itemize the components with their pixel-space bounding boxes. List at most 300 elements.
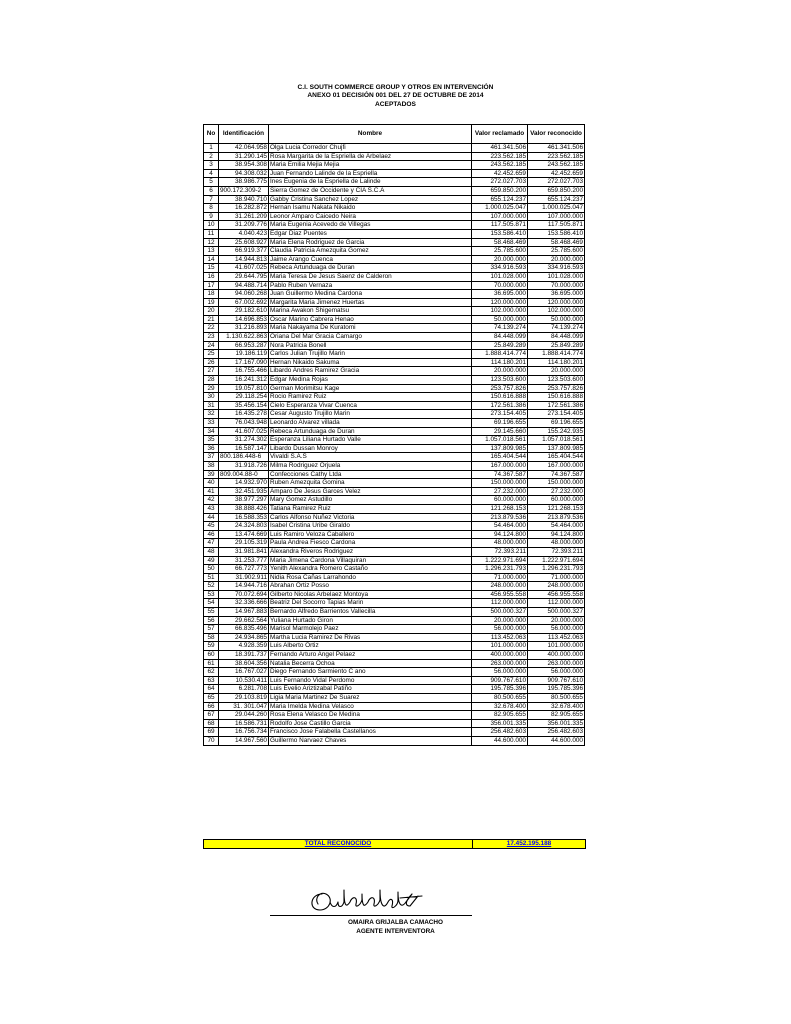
- header-annex: ANEXO 01 DECISIÓN 001 DEL 27 DE OCTUBRE DE 2014: [307, 92, 484, 100]
- table-row: [204, 247, 585, 256]
- row-value-claimed: 25.849.289: [472, 341, 528, 350]
- header-status: ACEPTADOS: [375, 100, 416, 108]
- row-value-recognized: 213.879.536: [528, 513, 585, 522]
- row-value-claimed: 48.000.000: [472, 539, 528, 548]
- row-value-claimed: 80.500.655: [472, 694, 528, 703]
- row-value-claimed: 1.057.018.561: [472, 436, 528, 445]
- row-value-recognized: 102.000.000: [528, 307, 585, 316]
- row-identification: 16.767.027: [219, 668, 269, 677]
- row-value-recognized: 1.296.231.793: [528, 565, 585, 574]
- row-value-recognized: 74.139.274: [528, 324, 585, 333]
- row-value-claimed: 1.888.414.774: [472, 350, 528, 359]
- row-value-claimed: 25.785.600: [472, 247, 528, 256]
- row-value-claimed: 1.000.025.047: [472, 204, 528, 213]
- row-no: 23: [204, 333, 219, 342]
- row-no: 59: [204, 642, 219, 651]
- col-header-name: Nombre: [269, 125, 472, 144]
- table-row: [204, 427, 585, 436]
- row-name: German Morimitsu Kage: [269, 384, 472, 393]
- table-row: [204, 178, 585, 187]
- row-name: Rodolfo Jose Castillo Garcia: [269, 719, 472, 728]
- row-value-claimed: 253.757.826: [472, 384, 528, 393]
- row-name: Cesar Augusto Trujillo Marin: [269, 410, 472, 419]
- table-row: [204, 711, 585, 720]
- row-name: Mary Gomez Astudillo: [269, 496, 472, 505]
- row-value-claimed: 101.000.000: [472, 642, 528, 651]
- table-row: [204, 307, 585, 316]
- row-identification: 24.934.865: [219, 633, 269, 642]
- row-identification: 14.944.813: [219, 255, 269, 264]
- row-value-claimed: 223.562.185: [472, 152, 528, 161]
- row-value-recognized: 150.000.000: [528, 479, 585, 488]
- row-identification: 31.209.776: [219, 221, 269, 230]
- row-no: 6: [204, 186, 219, 195]
- row-value-recognized: 256.482.603: [528, 728, 585, 737]
- row-value-recognized: 223.562.185: [528, 152, 585, 161]
- row-name: Beatriz Del Socorro Tapias Marin: [269, 599, 472, 608]
- row-identification: 70.072.694: [219, 590, 269, 599]
- row-name: Isabel Cristina Uribe Giraldo: [269, 522, 472, 531]
- row-value-claimed: 167.000.000: [472, 461, 528, 470]
- row-identification: 14.696.853: [219, 315, 269, 324]
- table-row: [204, 376, 585, 385]
- row-value-claimed: 195.785.396: [472, 685, 528, 694]
- table-row: [204, 350, 585, 359]
- signatory-title: AGENTE INTERVENTORA: [356, 928, 435, 935]
- row-name: Nidia Rosa Cañas Larrahondo: [269, 573, 472, 582]
- row-identification: 29.662.564: [219, 616, 269, 625]
- row-value-recognized: 165.404.544: [528, 453, 585, 462]
- row-value-claimed: 172.561.386: [472, 401, 528, 410]
- row-name: Maria Jimena Cardona Villaquiran: [269, 556, 472, 565]
- row-no: 37: [204, 453, 219, 462]
- table-row: [204, 281, 585, 290]
- row-value-claimed: 82.905.655: [472, 711, 528, 720]
- row-identification: 35.456.154: [219, 401, 269, 410]
- row-no: 61: [204, 659, 219, 668]
- row-name: Natalia Becerra Ochoa: [269, 659, 472, 668]
- table-row: [204, 419, 585, 428]
- row-no: 55: [204, 608, 219, 617]
- table-row: [204, 298, 585, 307]
- row-no: 16: [204, 272, 219, 281]
- row-identification: 900.172.309-2: [219, 186, 269, 195]
- row-no: 52: [204, 582, 219, 591]
- row-value-claimed: 84.448.099: [472, 333, 528, 342]
- row-value-recognized: 56.000.000: [528, 668, 585, 677]
- row-no: 56: [204, 616, 219, 625]
- row-name: Olga Lucia Corredor Chujfi: [269, 144, 472, 153]
- row-no: 13: [204, 247, 219, 256]
- row-name: Luis Alberto Ortiz: [269, 642, 472, 651]
- row-name: Paula Andrea Fiesco Cardona: [269, 539, 472, 548]
- row-no: 1: [204, 144, 219, 153]
- row-value-claimed: 56.000.000: [472, 668, 528, 677]
- total-value: 17.452.195.188: [506, 840, 552, 847]
- row-name: Edgar Diaz Puentes: [269, 229, 472, 238]
- row-no: 41: [204, 487, 219, 496]
- row-name: Oriana Del Mar Gracia Camargo: [269, 333, 472, 342]
- row-name: Tatiana Ramirez Ruiz: [269, 504, 472, 513]
- row-value-recognized: 167.000.000: [528, 461, 585, 470]
- row-name: Edgar Medina Rojas: [269, 376, 472, 385]
- row-value-claimed: 114.180.201: [472, 358, 528, 367]
- row-no: 8: [204, 204, 219, 213]
- row-no: 63: [204, 676, 219, 685]
- row-no: 57: [204, 625, 219, 634]
- table-row: [204, 186, 585, 195]
- row-no: 17: [204, 281, 219, 290]
- row-identification: 41.607.025: [219, 264, 269, 273]
- row-value-claimed: 29.145.660: [472, 427, 528, 436]
- row-name: Francisco Jose Falabella Castellanos: [269, 728, 472, 737]
- row-value-claimed: 137.809.985: [472, 444, 528, 453]
- row-value-claimed: 1.222.971.694: [472, 556, 528, 565]
- row-value-recognized: 80.500.655: [528, 694, 585, 703]
- row-identification: 66.953.287: [219, 341, 269, 350]
- row-no: 60: [204, 651, 219, 660]
- row-value-claimed: 909.767.610: [472, 676, 528, 685]
- row-value-recognized: 82.905.655: [528, 711, 585, 720]
- row-no: 19: [204, 298, 219, 307]
- table-row: [204, 547, 585, 556]
- row-no: 2: [204, 152, 219, 161]
- row-value-claimed: 71.000.000: [472, 573, 528, 582]
- row-name: Guillermo Narvaez Chaves: [269, 736, 472, 745]
- col-header-id: Identificación: [219, 125, 269, 144]
- row-value-recognized: 400.000.000: [528, 651, 585, 660]
- row-value-claimed: 456.955.558: [472, 590, 528, 599]
- row-value-recognized: 153.586.410: [528, 229, 585, 238]
- table-row: [204, 453, 585, 462]
- row-value-recognized: 101.000.000: [528, 642, 585, 651]
- total-label: TOTAL RECONOCIDO: [204, 840, 473, 848]
- row-value-claimed: 272.027.703: [472, 178, 528, 187]
- row-no: 67: [204, 711, 219, 720]
- table-header-row: [204, 125, 585, 144]
- table-row: [204, 539, 585, 548]
- row-name: Rebeca Artunduaga de Duran: [269, 427, 472, 436]
- row-name: Rosa Margarita de la Espriella de Arbelaez: [269, 152, 472, 161]
- row-name: Luis Ramiro Veloza Caballero: [269, 530, 472, 539]
- table-row: [204, 470, 585, 479]
- row-value-claimed: 263.000.000: [472, 659, 528, 668]
- row-value-recognized: 1.057.018.561: [528, 436, 585, 445]
- table-row: [204, 255, 585, 264]
- table-row: [204, 685, 585, 694]
- row-name: Leonardo Alvarez villada: [269, 419, 472, 428]
- row-value-claimed: 461.341.506: [472, 144, 528, 153]
- row-value-recognized: 94.124.800: [528, 530, 585, 539]
- table-row: [204, 556, 585, 565]
- table-row: [204, 444, 585, 453]
- row-identification: 16.282.872: [219, 204, 269, 213]
- row-name: Rocio Ramirez Ruiz: [269, 393, 472, 402]
- row-no: 25: [204, 350, 219, 359]
- row-value-recognized: 117.505.871: [528, 221, 585, 230]
- row-identification: 94.488.714: [219, 281, 269, 290]
- row-no: 47: [204, 539, 219, 548]
- row-name: Martha Lucia Ramirez De Rivas: [269, 633, 472, 642]
- row-name: Pablo Ruben Vernaza: [269, 281, 472, 290]
- row-no: 45: [204, 522, 219, 531]
- col-header-claimed: Valor reclamado: [472, 125, 528, 144]
- row-value-recognized: 112.000.000: [528, 599, 585, 608]
- row-value-claimed: 107.000.000: [472, 212, 528, 221]
- row-identification: 31.918.726: [219, 461, 269, 470]
- table-row: [204, 410, 585, 419]
- row-name: Maria Eugenia Acevedo de Villegas: [269, 221, 472, 230]
- table-row: [204, 642, 585, 651]
- row-no: 10: [204, 221, 219, 230]
- row-name: Leonor Amparo Caicedo Neira: [269, 212, 472, 221]
- row-value-claimed: 120.000.000: [472, 298, 528, 307]
- table-row: [204, 590, 585, 599]
- row-value-recognized: 655.124.237: [528, 195, 585, 204]
- table-row: [204, 676, 585, 685]
- row-value-recognized: 195.785.396: [528, 685, 585, 694]
- row-value-claimed: 72.393.211: [472, 547, 528, 556]
- row-identification: 31.290.145: [219, 152, 269, 161]
- row-value-recognized: 101.028.000: [528, 272, 585, 281]
- row-value-recognized: 56.000.000: [528, 625, 585, 634]
- row-name: Oscar Marino Cabrera Henao: [269, 315, 472, 324]
- row-value-recognized: 909.767.610: [528, 676, 585, 685]
- row-identification: 38.888.426: [219, 504, 269, 513]
- row-identification: 16.587.147: [219, 444, 269, 453]
- row-no: 29: [204, 384, 219, 393]
- row-value-recognized: 70.000.000: [528, 281, 585, 290]
- row-identification: 29.105.319: [219, 539, 269, 548]
- row-value-recognized: 42.452.659: [528, 169, 585, 178]
- row-no: 7: [204, 195, 219, 204]
- table-body: [204, 144, 585, 746]
- row-identification: 800.186.448-6: [219, 453, 269, 462]
- row-identification: 31.902.911: [219, 573, 269, 582]
- row-name: Abrahan Ortiz Posso: [269, 582, 472, 591]
- row-name: Marina Awakon Shigematsu: [269, 307, 472, 316]
- row-identification: 14.967.560: [219, 736, 269, 745]
- row-identification: 10.530.411: [219, 676, 269, 685]
- row-identification: 31. 301.047: [219, 702, 269, 711]
- row-name: Libardo Andres Ramirez Gracia: [269, 367, 472, 376]
- row-name: Bernardo Alfredo Barrientos Vallecilla: [269, 608, 472, 617]
- row-value-claimed: 101.028.000: [472, 272, 528, 281]
- row-value-recognized: 32.678.400: [528, 702, 585, 711]
- row-identification: 67.002.692: [219, 298, 269, 307]
- row-value-claimed: 36.695.000: [472, 290, 528, 299]
- signatory-name: OMAIRA GRIJALBA CAMACHO: [347, 919, 444, 926]
- row-value-claimed: 356.001.335: [472, 719, 528, 728]
- row-no: 65: [204, 694, 219, 703]
- row-identification: 25.608.927: [219, 238, 269, 247]
- row-identification: 94.060.268: [219, 290, 269, 299]
- header-company: C.I. SOUTH COMMERCE GROUP Y OTROS EN INTERVENCIÓN: [297, 84, 494, 91]
- row-value-recognized: 461.341.506: [528, 144, 585, 153]
- row-no: 66: [204, 702, 219, 711]
- row-value-recognized: 25.785.600: [528, 247, 585, 256]
- table-row: [204, 573, 585, 582]
- row-no: 62: [204, 668, 219, 677]
- row-value-recognized: 253.757.826: [528, 384, 585, 393]
- row-name: Maria Nakayama De Kuratomi: [269, 324, 472, 333]
- row-name: Margarita Maria Jimenez Huertas: [269, 298, 472, 307]
- table-row: [204, 608, 585, 617]
- row-no: 31: [204, 401, 219, 410]
- row-no: 9: [204, 212, 219, 221]
- row-value-claimed: 20.000.000: [472, 367, 528, 376]
- row-value-claimed: 273.154.405: [472, 410, 528, 419]
- row-value-claimed: 44.600.000: [472, 736, 528, 745]
- row-no: 51: [204, 573, 219, 582]
- row-value-recognized: 273.154.405: [528, 410, 585, 419]
- row-value-recognized: 50.000.000: [528, 315, 585, 324]
- table-row: [204, 513, 585, 522]
- table-row: [204, 144, 585, 153]
- row-name: Ruben Amezquita Gomina: [269, 479, 472, 488]
- row-identification: 14.932.970: [219, 479, 269, 488]
- row-identification: 29.103.819: [219, 694, 269, 703]
- table-row: [204, 401, 585, 410]
- row-no: 33: [204, 419, 219, 428]
- row-value-recognized: 74.367.587: [528, 470, 585, 479]
- row-name: Maria Imelda Medina Velasco: [269, 702, 472, 711]
- row-value-recognized: 155.242.935: [528, 427, 585, 436]
- row-value-recognized: 356.001.335: [528, 719, 585, 728]
- row-name: Vivaldi S.A.S: [269, 453, 472, 462]
- row-value-recognized: 27.232.000: [528, 487, 585, 496]
- row-value-recognized: 1.000.025.047: [528, 204, 585, 213]
- row-value-claimed: 27.232.000: [472, 487, 528, 496]
- row-value-claimed: 32.678.400: [472, 702, 528, 711]
- table-row: [204, 702, 585, 711]
- row-value-recognized: 72.393.211: [528, 547, 585, 556]
- row-value-recognized: 60.000.000: [528, 496, 585, 505]
- row-value-claimed: 1.296.231.793: [472, 565, 528, 574]
- row-identification: 31.274.302: [219, 436, 269, 445]
- row-identification: 16.588.353: [219, 513, 269, 522]
- row-identification: 38.940.710: [219, 195, 269, 204]
- table-row: [204, 384, 585, 393]
- table-row: [204, 195, 585, 204]
- row-name: Libardo Dussan Monroy: [269, 444, 472, 453]
- row-value-recognized: 58.468.469: [528, 238, 585, 247]
- row-value-recognized: 84.448.099: [528, 333, 585, 342]
- row-value-claimed: 117.505.871: [472, 221, 528, 230]
- table-row: [204, 616, 585, 625]
- col-header-no: No: [204, 125, 219, 144]
- table-row: [204, 659, 585, 668]
- row-value-claimed: 50.000.000: [472, 315, 528, 324]
- row-no: 14: [204, 255, 219, 264]
- table-row: [204, 238, 585, 247]
- row-name: Nora Patricia Bonell: [269, 341, 472, 350]
- row-name: Alexandra Riveros Rodriguez: [269, 547, 472, 556]
- row-no: 50: [204, 565, 219, 574]
- total-row: [203, 839, 586, 849]
- row-no: 20: [204, 307, 219, 316]
- row-name: Yuliana Hurtado Giron: [269, 616, 472, 625]
- table-row: [204, 496, 585, 505]
- row-name: Gilberto Nicolas Arbelaez Montoya: [269, 590, 472, 599]
- row-name: Esperanza Liliana Hurtado Valle: [269, 436, 472, 445]
- row-value-claimed: 150.000.000: [472, 479, 528, 488]
- table-row: [204, 324, 585, 333]
- row-no: 34: [204, 427, 219, 436]
- table-row: [204, 272, 585, 281]
- row-identification: 38.977.297: [219, 496, 269, 505]
- row-name: Claudia Patricia Amezquita Gomez: [269, 247, 472, 256]
- table-row: [204, 264, 585, 273]
- row-name: Maria Elena Rodriguez de Garcia: [269, 238, 472, 247]
- row-name: Luis Fernando Vidal Perdomo: [269, 676, 472, 685]
- row-identification: 31.253.777: [219, 556, 269, 565]
- table-row: [204, 436, 585, 445]
- row-identification: 31.261.209: [219, 212, 269, 221]
- row-value-recognized: 71.000.000: [528, 573, 585, 582]
- row-value-recognized: 263.000.000: [528, 659, 585, 668]
- row-no: 21: [204, 315, 219, 324]
- row-value-recognized: 48.000.000: [528, 539, 585, 548]
- row-value-recognized: 44.600.000: [528, 736, 585, 745]
- row-value-claimed: 256.482.603: [472, 728, 528, 737]
- row-value-recognized: 114.180.201: [528, 358, 585, 367]
- row-identification: 76.043.948: [219, 419, 269, 428]
- row-value-claimed: 69.196.655: [472, 419, 528, 428]
- row-name: Gabby Cristina Sanchez Lopez: [269, 195, 472, 204]
- row-no: 39: [204, 470, 219, 479]
- table-row: [204, 315, 585, 324]
- row-no: 46: [204, 530, 219, 539]
- table-row: [204, 719, 585, 728]
- row-value-claimed: 334.916.593: [472, 264, 528, 273]
- row-value-claimed: 243.562.185: [472, 161, 528, 170]
- row-no: 48: [204, 547, 219, 556]
- table-row: [204, 582, 585, 591]
- row-name: Hernan Isamu Nakata Nikaido: [269, 204, 472, 213]
- table-row: [204, 694, 585, 703]
- table-row: [204, 565, 585, 574]
- row-name: Ines Eugenia de la Espriella de Lalinde: [269, 178, 472, 187]
- row-value-recognized: 20.000.000: [528, 367, 585, 376]
- row-identification: 41.607.025: [219, 427, 269, 436]
- row-value-recognized: 150.616.888: [528, 393, 585, 402]
- table-row: [204, 367, 585, 376]
- row-name: Jaime Arango Cuenca: [269, 255, 472, 264]
- row-value-claimed: 60.000.000: [472, 496, 528, 505]
- row-value-recognized: 123.503.600: [528, 376, 585, 385]
- row-no: 28: [204, 376, 219, 385]
- row-identification: 16.755.466: [219, 367, 269, 376]
- row-value-recognized: 113.452.063: [528, 633, 585, 642]
- row-name: Juan Guillermo Medina Cardona: [269, 290, 472, 299]
- row-no: 58: [204, 633, 219, 642]
- row-identification: 32.336.666: [219, 599, 269, 608]
- row-name: Maria Teresa De Jesus Saenz de Calderon: [269, 272, 472, 281]
- row-name: Rebeca Artunduaga de Duran: [269, 264, 472, 273]
- row-identification: 66.919.377: [219, 247, 269, 256]
- row-no: 69: [204, 728, 219, 737]
- row-identification: 14.967.883: [219, 608, 269, 617]
- table-row: [204, 479, 585, 488]
- row-name: Rosa Elena Velasco De Medina: [269, 711, 472, 720]
- row-no: 24: [204, 341, 219, 350]
- row-identification: 19.186.119: [219, 350, 269, 359]
- row-value-recognized: 20.000.000: [528, 255, 585, 264]
- row-name: Marisol Marmolejo Paez: [269, 625, 472, 634]
- row-name: Diego Fernando Sarmiento C ano: [269, 668, 472, 677]
- table-row: [204, 152, 585, 161]
